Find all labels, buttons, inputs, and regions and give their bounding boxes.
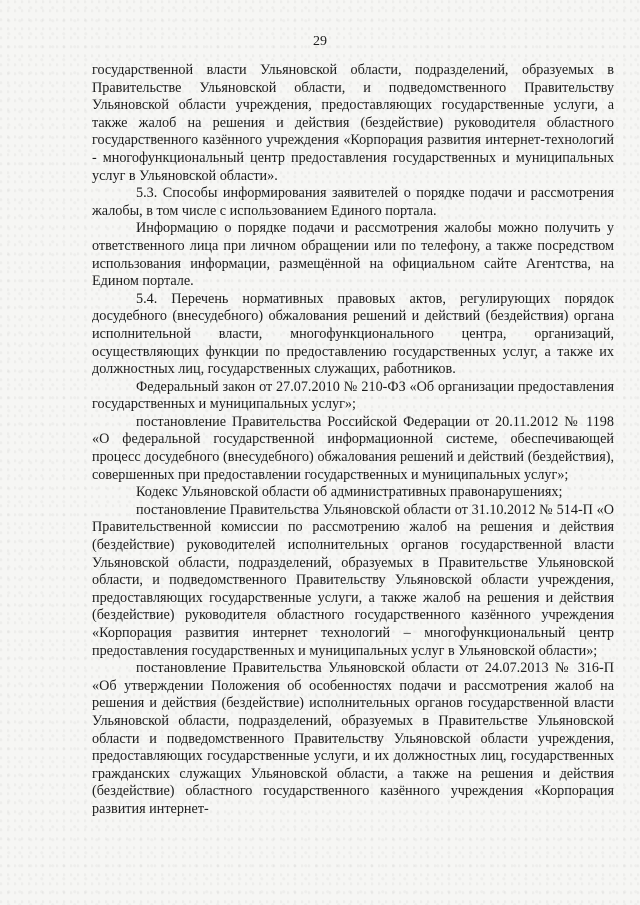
paragraph: 5.4. Перечень нормативных правовых актов, регулирующих порядок досудебного (внесудебного) обжалования решений и действий (бездействия) органа исполнительной власти, многофункционального центра, организаций, осуществляющих функции по предоставлению государственных услуг, а также их должностных лиц, государственных служащих, работников. [92, 290, 614, 378]
paragraph: Федеральный закон от 27.07.2010 № 210-ФЗ «Об организации предоставления государственных и муниципальных услуг»; [92, 378, 614, 413]
paragraph: государственной власти Ульяновской области, подразделений, образуемых в Правительстве Ульяновской области, и подведомственного Правительству Ульяновской области учреждения, предоставляющих государственные услуги, а также жалоб на решения и действия (бездействие) руководителя областного государственного казённого учреждения «Корпорация развития интернет-технологий - многофункциональный центр предоставления государственных и муниципальных услуг в Ульяновской области». [92, 62, 614, 184]
page-number: 29 [313, 34, 327, 49]
document-body [92, 62, 614, 819]
paragraph: постановление Правительства Ульяновской области от 31.10.2012 № 514-П «О Правительственной комиссии по рассмотрению жалоб на решения и действия (бездействие) руководителей исполнительных органов государственной власти Ульяновской области, подразделений, образуемых в Правительстве Ульяновской области, и подведомственного Правительству Ульяновской области учреждения, предоставляющих государственные услуги, а также жалоб на решения и действия (бездействие) руководителя областного государственного казённого учреждения «Корпорация развития интернет технологий – многофункциональный центр предоставления государственных и муниципальных услуг в Ульяновской области»; [92, 501, 614, 659]
paragraph: постановление Правительства Российской Федерации от 20.11.2012 № 1198 «О федеральной государственной информационной системе, обеспечивающей процесс досудебного (внесудебного) обжалования решений и действий (бездействия), совершенных при предоставлении государственных и муниципальных услуг»; [92, 413, 614, 483]
paragraph: 5.3. Способы информирования заявителей о порядке подачи и рассмотрения жалобы, в том числе с использованием Единого портала. [92, 185, 614, 219]
paragraph: Кодекс Ульяновской области об административных правонарушениях; [136, 484, 563, 501]
paragraph: Информацию о порядке подачи и рассмотрения жалобы можно получить у ответственного лица при личном обращении или по телефону, а также посредством использования информации, размещённой на официальном сайте Агентства, на Едином портале. [92, 220, 614, 290]
paragraph: постановление Правительства Ульяновской области от 24.07.2013 № 316-П «Об утверждении Положения об особенностях подачи и рассмотрения жалоб на решения и действия (бездействие) исполнительных органов государственной власти Ульяновской области, подразделений, образуемых в Правительстве Ульяновской области и подведомственного Правительству Ульяновской области учреждения, предоставляющих государственные услуги, и их должностных лиц, государственных гражданских служащих Ульяновской области, а также на решения и действия (бездействие) областного государственного казённого учреждения «Корпорация развития интернет- [92, 660, 614, 817]
